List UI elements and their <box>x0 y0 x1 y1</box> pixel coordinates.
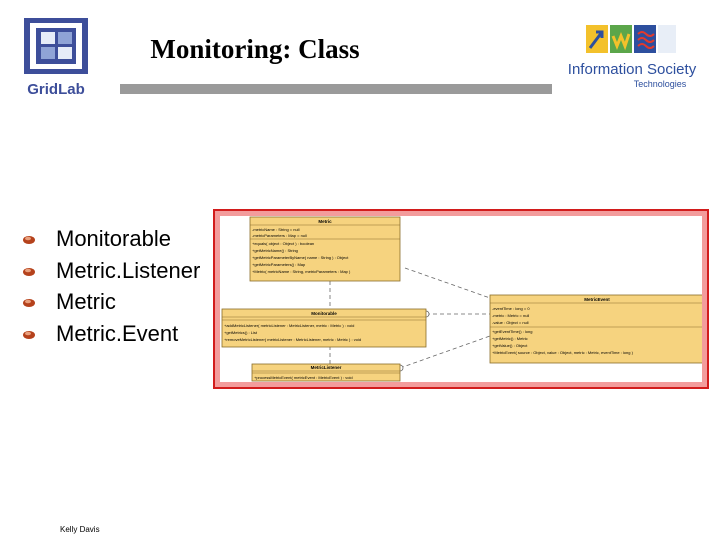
svg-text:+getMetricParameters() : Map: +getMetricParameters() : Map <box>252 262 306 267</box>
svg-text:+equals( object : Object ) : b: +equals( object : Object ) : boolean <box>252 241 315 246</box>
svg-text:+getMetricName() : String: +getMetricName() : String <box>252 248 298 253</box>
information-society-logo <box>562 20 702 95</box>
svg-text:-metricName : String = null: -metricName : String = null <box>252 227 300 232</box>
class-metric <box>250 217 400 281</box>
svg-text:+processMetricEvent( metricEve: +processMetricEvent( metricEvent : MetricEvent ) : void <box>254 375 353 380</box>
bullet-label: Monitorable <box>56 226 171 251</box>
svg-text:MetricEvent: MetricEvent <box>584 297 610 302</box>
svg-text:+getMetricParameterByName( nam: +getMetricParameterByName( name : String ) : Object <box>252 255 349 260</box>
bullet-icon <box>22 329 36 340</box>
slide-title: Monitoring: Class <box>150 34 360 64</box>
bullet-icon <box>22 266 36 277</box>
footer-author: Kelly Davis <box>60 525 100 534</box>
bullet-icon <box>22 297 36 308</box>
svg-text:Information Society: Information Society <box>567 61 697 78</box>
class-metriclistener <box>252 364 400 381</box>
list-item <box>22 286 200 318</box>
class-monitorable <box>222 309 426 347</box>
bullet-label: Metric.Listener <box>56 257 201 283</box>
gridlab-logo <box>22 18 90 98</box>
uml-class-diagram <box>213 209 709 389</box>
svg-text:-eventTime : long = 0: -eventTime : long = 0 <box>492 306 530 311</box>
svg-text:+getEventTime() : long: +getEventTime() : long <box>492 329 533 334</box>
list-item <box>22 223 200 255</box>
svg-text:MetricListener: MetricListener <box>310 365 342 370</box>
title-underline-bar <box>120 84 552 94</box>
svg-text:+addMetricListener( metricList: +addMetricListener( metricListener : MetricListener, metric : Metric ) : void <box>224 323 355 328</box>
connector-line <box>405 268 490 298</box>
svg-text:-metricParameters : Map = null: -metricParameters : Map = null <box>252 233 307 238</box>
uml-canvas <box>220 216 702 382</box>
svg-text:+removeMetricListener( metricL: +removeMetricListener( metricListener : MetricListener, metric : Metric ) : void <box>224 337 362 342</box>
bullet-label: Metric.Event <box>56 320 179 346</box>
svg-text:+Metric( metricName : String,: +Metric( metricName : String, metricParameters : Map ) <box>252 269 351 274</box>
list-item <box>22 318 200 350</box>
class-metricevent <box>490 295 702 363</box>
svg-text:Monitorable: Monitorable <box>311 311 337 316</box>
svg-text:+getMetric() : Metric: +getMetric() : Metric <box>492 336 528 341</box>
bullet-list <box>22 223 200 349</box>
svg-text:-value : Object = null: -value : Object = null <box>492 320 529 325</box>
svg-text:+getMetrics() : List: +getMetrics() : List <box>224 330 258 335</box>
svg-text:+MetricEvent( source : Object,: +MetricEvent( source : Object, value : Object, metric : Metric, eventTime : long ) <box>492 350 633 355</box>
svg-text:+getValue() : Object: +getValue() : Object <box>492 343 528 348</box>
svg-text:Technologies: Technologies <box>633 79 687 89</box>
svg-text:-metric : Metric = null: -metric : Metric = null <box>492 313 530 318</box>
list-item <box>22 255 200 287</box>
svg-text:Metric: Metric <box>318 219 332 224</box>
bullet-icon <box>22 234 36 245</box>
bullet-label: Metric <box>56 289 116 314</box>
svg-text:GridLab: GridLab <box>27 81 85 98</box>
